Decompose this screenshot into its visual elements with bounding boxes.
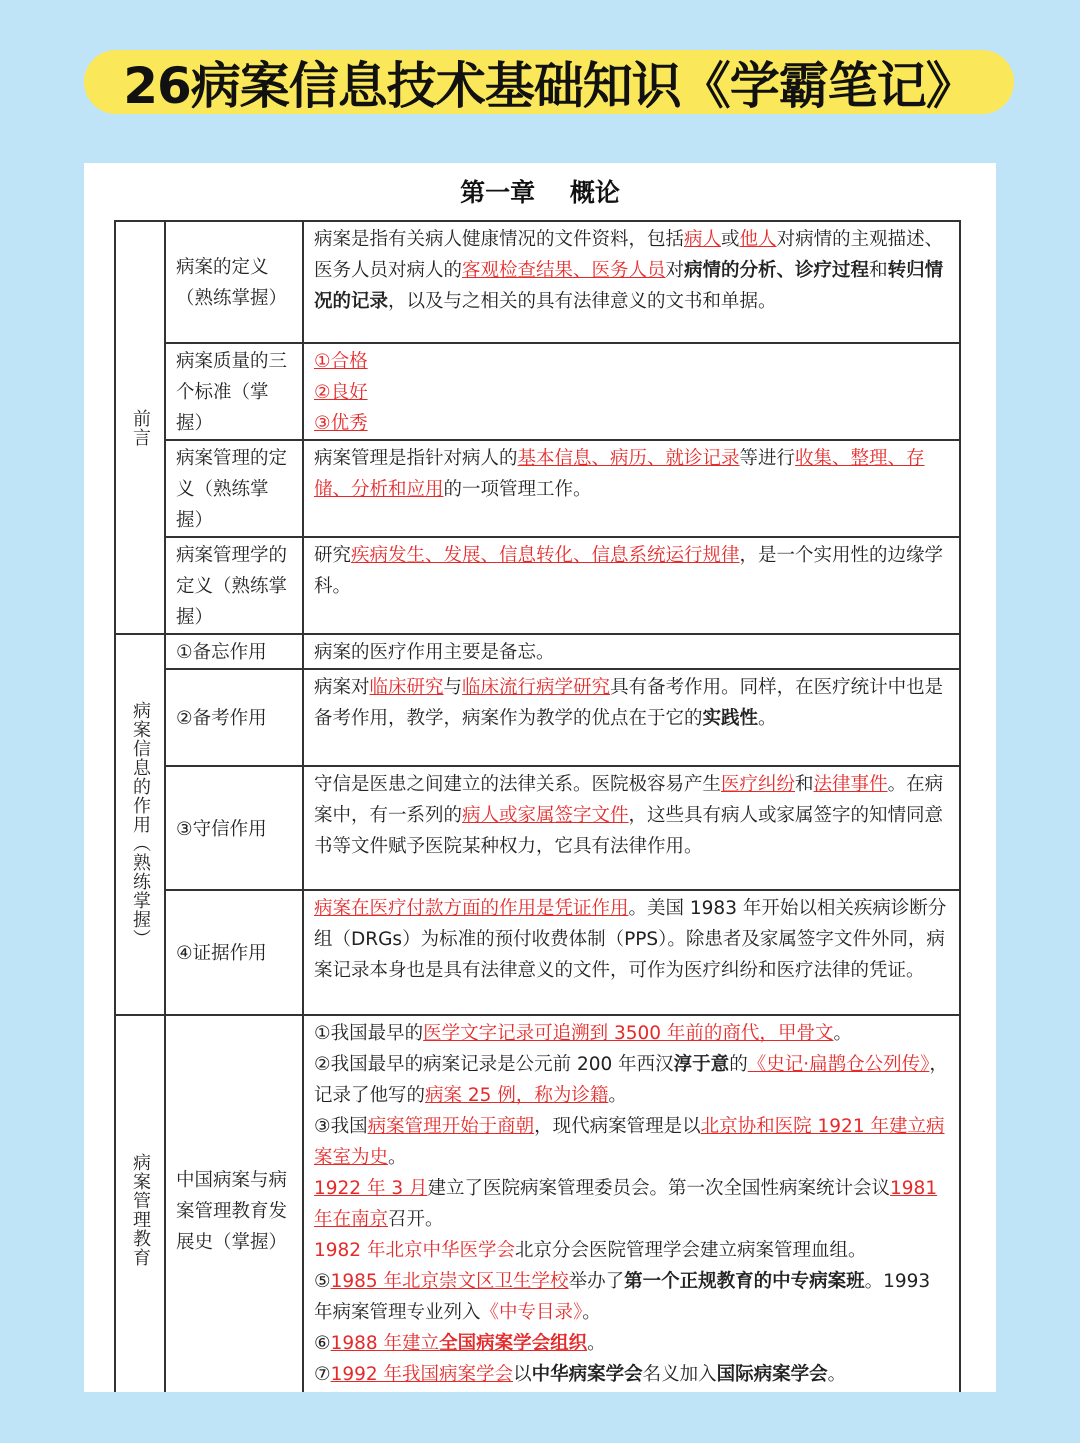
list-item: ⑤1985 年北京崇文区卫生学校举办了第一个正规教育的中专病案班。1993 年病案管理专业列入《中专目录》。	[314, 1271, 931, 1323]
table-row	[115, 669, 960, 766]
row-content: 病案在医疗付款方面的作用是凭证作用。美国 1983 年开始以相关疾病诊断分组（DRGs）为标准的预付收费体制（PPS）。除患者及家属签字文件外同，病案记录本身也是具有法律意义的文件，可作为医疗纠纷和医疗法律的凭证。	[303, 890, 960, 1015]
row-topic: ④证据作用	[165, 890, 303, 1015]
list-item: ①我国最早的医学文字记录可追溯到 3500 年前的商代，甲骨文。	[314, 1023, 852, 1044]
row-content: 病案管理是指针对病人的基本信息、病历、就诊记录等进行收集、整理、存储、分析和应用的一项管理工作。	[303, 440, 960, 537]
section-label: 病案信息的作用（熟练掌握）	[115, 634, 165, 1015]
row-topic: ②备考作用	[165, 669, 303, 766]
row-content	[303, 343, 960, 440]
section-label: 前言	[115, 221, 165, 634]
list-item: 1982 年北京中华医学会北京分会医院管理学会建立病案管理血组。	[314, 1240, 867, 1261]
row-content	[303, 1015, 960, 1392]
list-item: ⑥1988 年建立全国病案学会组织。	[314, 1333, 606, 1354]
notes-table	[114, 220, 961, 1392]
table-row	[115, 343, 960, 440]
chapter-title: 第一章 概论	[460, 178, 620, 207]
row-content: 病案是指有关病人健康情况的文件资料，包括病人或他人对病情的主观描述、医务人员对病人的客观检查结果、医务人员对病情的分析、诊疗过程和转归情况的记录，以及与之相关的具有法律意义的文书和单据。	[303, 221, 960, 343]
list-item: ③我国病案管理开始于商朝，现代病案管理是以北京协和医院 1921 年建立病案室为史。	[314, 1116, 945, 1168]
list-item: ③优秀	[314, 413, 368, 434]
row-topic: ③守信作用	[165, 766, 303, 890]
table-row	[115, 221, 960, 343]
row-topic: 病案管理学的定义（熟练掌握）	[165, 537, 303, 634]
list-item: ⑦1992 年我国病案学会以中华病案学会名义加入国际病案学会。	[314, 1364, 847, 1385]
table-row	[115, 890, 960, 1015]
table-row	[115, 440, 960, 537]
list-item: ②良好	[314, 382, 368, 403]
list-item: ②我国最早的病案记录是公元前 200 年西汉淳于意的《史记·扁鹊仓公列传》，记录了他写的病案 25 例，称为诊籍。	[314, 1054, 948, 1106]
row-topic: 病案质量的三个标准（掌握）	[165, 343, 303, 440]
row-content: 研究疾病发生、发展、信息转化、信息系统运行规律，是一个实用性的边缘学科。	[303, 537, 960, 634]
row-content: 守信是医患之间建立的法律关系。医院极容易产生医疗纠纷和法律事件。在病案中，有一系列的病人或家属签字文件，这些具有病人或家属签字的知情同意书等文件赋予医院某种权力，它具有法律作用。	[303, 766, 960, 890]
table-row	[115, 766, 960, 890]
section-label: 病案管理教育	[115, 1015, 165, 1392]
table-row	[115, 1015, 960, 1392]
table-row	[115, 537, 960, 634]
list-item: 1922 年 3 月建立了医院病案管理委员会。第一次全国性病案统计会议1981 年在南京召开。	[314, 1178, 938, 1230]
list-item: ①合格	[314, 351, 368, 372]
title-banner	[84, 50, 1014, 114]
row-topic: ①备忘作用	[165, 634, 303, 669]
notes-page	[84, 163, 996, 1392]
row-topic: 病案管理的定义（熟练掌握）	[165, 440, 303, 537]
row-content: 病案的医疗作用主要是备忘。	[303, 634, 960, 669]
row-topic: 病案的定义（熟练掌握）	[165, 221, 303, 343]
table-row	[115, 634, 960, 669]
row-topic: 中国病案与病案管理教育发展史（掌握）	[165, 1015, 303, 1392]
page-title: 26病案信息技术基础知识《学霸笔记》	[123, 57, 975, 115]
row-content: 病案对临床研究与临床流行病学研究具有备考作用。同样，在医疗统计中也是备考作用，教学，病案作为教学的优点在于它的实践性。	[303, 669, 960, 766]
